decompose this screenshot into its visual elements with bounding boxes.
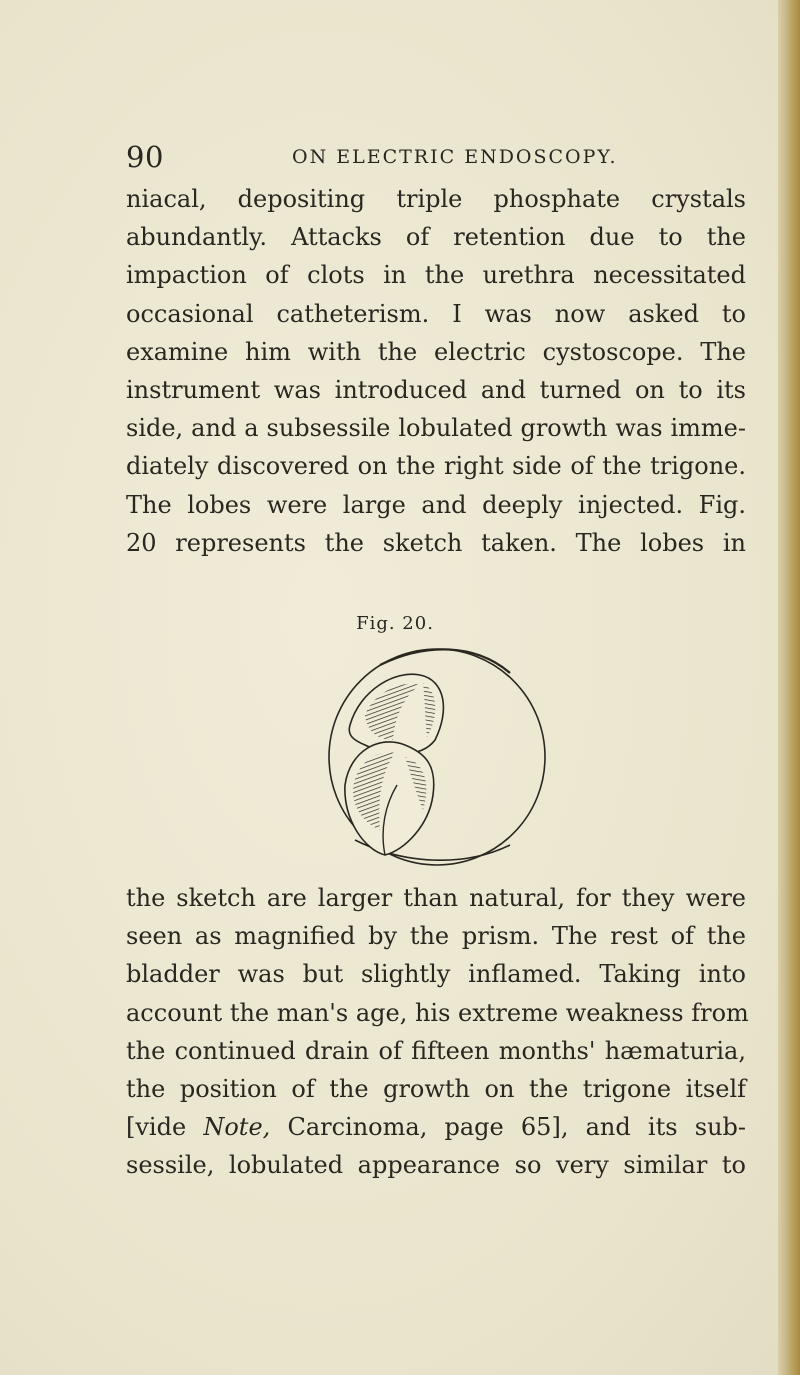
- italic-note: Note,: [203, 1113, 271, 1142]
- text-line: the position of the growth on the trigone itself: [126, 1074, 746, 1103]
- lower-lobe: [345, 742, 434, 855]
- text-line: the sketch are larger than natural, for they were: [126, 884, 746, 912]
- text-line: diately discovered on the right side of the trigone.: [126, 452, 746, 481]
- text-line: [126, 1108, 746, 1146]
- paragraph-top: [126, 180, 746, 562]
- text-line: sessile, lobulated appearance so very similar to: [126, 1151, 746, 1180]
- text-line: seen as magnified by the prism. The rest of the: [126, 922, 746, 951]
- text-fragment: [vide: [126, 1113, 204, 1142]
- text-line: The lobes were large and deeply injected. Fig.: [126, 490, 746, 519]
- text-line: side, and a subsessile lobulated growth was imme-: [126, 414, 746, 443]
- text-line: impaction of clots in the urethra necessitated: [126, 261, 746, 290]
- figure-illustration: [325, 645, 550, 870]
- text-line: niacal, depositing triple phosphate crystals: [126, 185, 746, 213]
- text-line: bladder was but slightly inflamed. Taking into: [126, 960, 746, 989]
- book-spine-edge: [778, 0, 800, 1375]
- text-line: instrument was introduced and turned on to its: [126, 375, 746, 404]
- paragraph-bottom: [126, 879, 749, 1185]
- text-fragment: Carcinoma, page 65], and its sub-: [270, 1113, 746, 1142]
- cystoscope-sketch: [325, 645, 550, 870]
- text-line: examine him with the electric cystoscope. The: [126, 337, 746, 366]
- text-line: occasional catheterism. I was now asked to: [126, 299, 746, 328]
- text-line: account the man's age, his extreme weakness from: [126, 998, 749, 1027]
- text-line: 20 represents the sketch taken. The lobes in: [126, 528, 746, 557]
- text-line: abundantly. Attacks of retention due to the: [126, 223, 746, 252]
- page-number: 90: [126, 140, 164, 174]
- text-line: the continued drain of fifteen months' hæmaturia,: [126, 1036, 746, 1065]
- figure-caption: Fig. 20.: [356, 613, 434, 634]
- running-head: ON ELECTRIC ENDOSCOPY.: [292, 146, 618, 168]
